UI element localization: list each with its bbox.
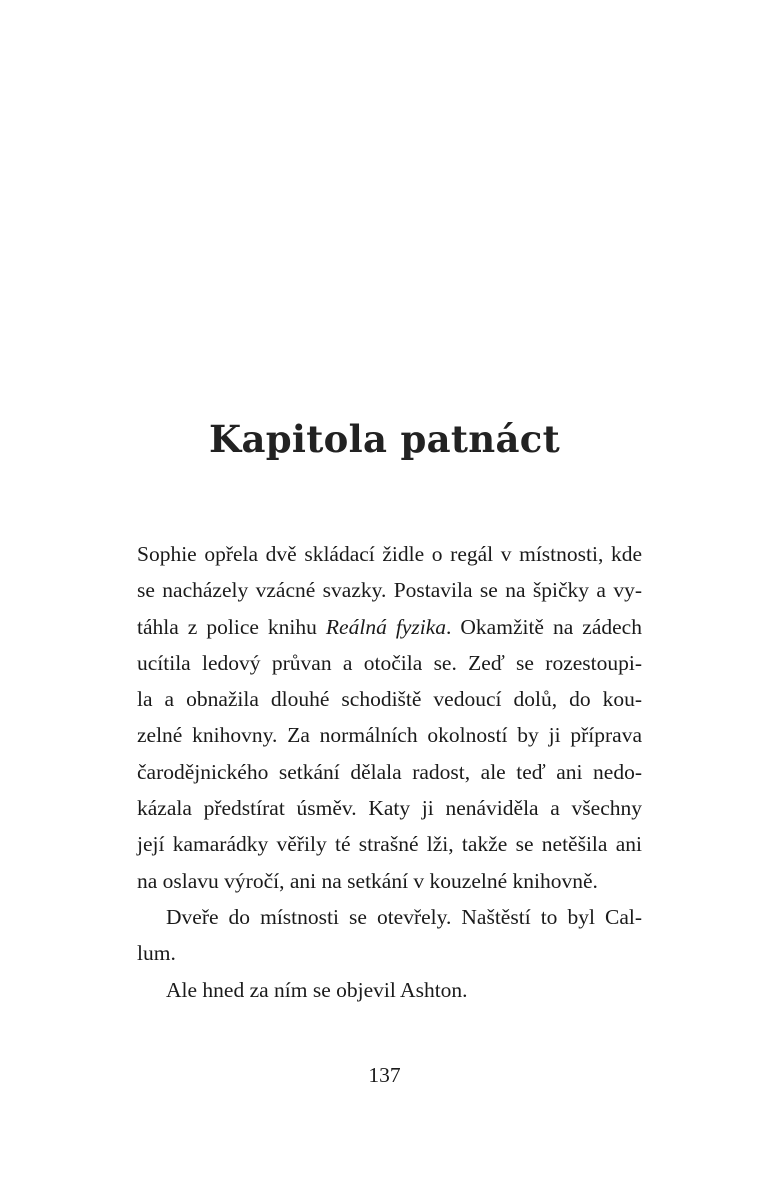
- paragraph-1-line-9: její kamarádky věřily té strašné lži, takže se netěšila ani: [137, 832, 642, 857]
- page-number: 137: [368, 1063, 401, 1087]
- book-title-real-physics: Reálná fyzika: [325, 614, 446, 639]
- paragraph-1-line-10: na oslavu výročí, ani na setkání v kouzelné knihovně.: [137, 868, 598, 893]
- paragraph-1-line-6: zelné knihovny. Za normálních okolností by ji příprava: [137, 723, 642, 748]
- chapter-title: Kapitola patnáct: [209, 417, 560, 461]
- paragraph-1-line-1: Sophie opřela dvě skládací židle o regál v místnosti, kde: [137, 542, 642, 566]
- line-3-text-after: . Okamžitě na zádech: [446, 614, 642, 639]
- paragraph-1-line-8: kázala předstírat úsměv. Katy ji nenáviděla a všechny: [137, 796, 642, 821]
- chapter-body: [137, 536, 642, 1008]
- paragraph-1-line-4: ucítila ledový průvan a otočila se. Zeď se rozestoupi-: [137, 650, 642, 675]
- paragraph-1-line-3: [137, 609, 642, 645]
- paragraph-1-line-5: la a obnažila dlouhé schodiště vedoucí dolů, do kou-: [137, 687, 642, 712]
- paragraph-2-line-1: Dveře do místnosti se otevřely. Naštěstí to byl Cal-: [166, 904, 642, 929]
- line-3-text-before: táhla z police knihu: [137, 614, 326, 639]
- paragraph-2-line-2: lum.: [137, 941, 176, 966]
- paragraph-3-line-1: Ale hned za ním se objevil Ashton.: [166, 977, 468, 1002]
- paragraph-1-line-7: čarodějnického setkání dělala radost, ale teď ani nedo-: [137, 759, 642, 784]
- paragraph-1-line-2: se nacházely vzácné svazky. Postavila se na špičky a vy-: [137, 578, 642, 603]
